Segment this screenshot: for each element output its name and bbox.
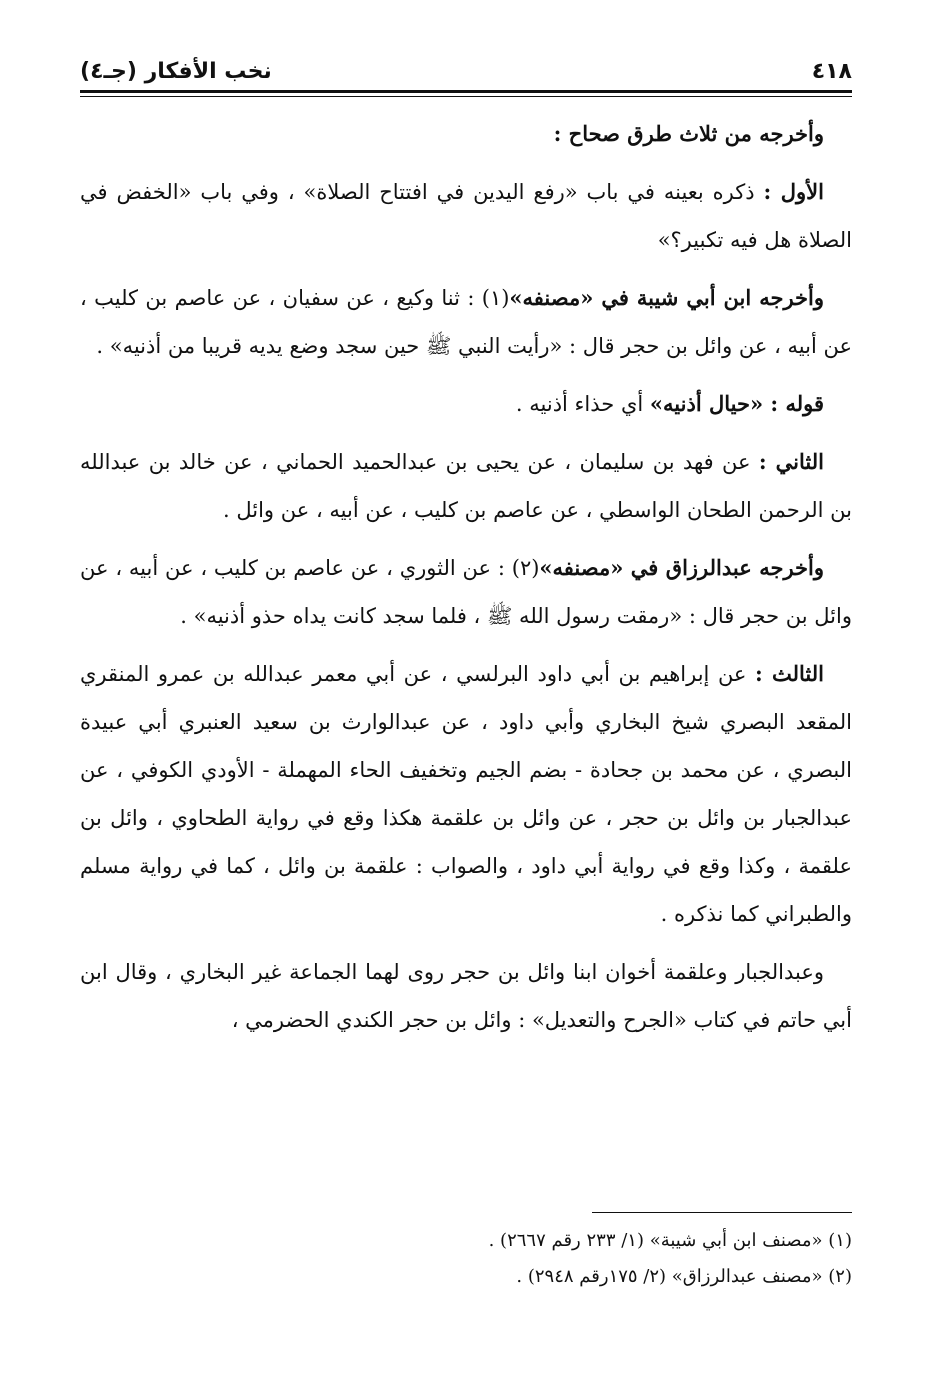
- paragraph-lead: الثالث :: [755, 661, 824, 686]
- paragraph: [80, 274, 852, 370]
- paragraph: [80, 168, 852, 264]
- main-text: [80, 110, 852, 1054]
- book-title: نخب الأفكار (جـ٤): [80, 59, 272, 84]
- footnote: (١) «مصنف ابن أبي شيبة» (١/ ٢٣٣ رقم ٢٦٦٧) .: [488, 1230, 852, 1251]
- header-rule: [80, 90, 852, 93]
- footnotes: [80, 1212, 852, 1295]
- paragraph-text: ذكره بعينه في باب «رفع اليدين في افتتاح الصلاة» ، وفي باب «الخفض في الصلاة هل فيه تكبير؟»: [80, 180, 852, 252]
- paragraph-text: عن فهد بن سليمان ، عن يحيى بن عبدالحميد الحماني ، عن خالد بن عبدالله بن الرحمن الطحان الواسطي ، عن عاصم بن كليب ، عن أبيه ، عن وائل .: [80, 450, 852, 522]
- running-header: [80, 40, 852, 84]
- paragraph: [80, 544, 852, 640]
- paragraph-lead: قوله : «حيال أذنيه»: [649, 391, 824, 416]
- paragraph-text: عن إبراهيم بن أبي داود البرلسي ، عن أبي معمر عبدالله بن عمرو المنقري المقعد البصري شيخ البخاري وأبي داود ، عن عبدالوارث بن سعيد العنبري أبي عبيدة البصري ، عن محمد بن جحادة - بضم الجيم وتخفيف الحاء المهملة - الأودي الكوفي ، عن عبدالجبار بن وائل بن حجر ، عن وائل بن علقمة هكذا وقع في رواية الطحاوي ، وائل بن علقمة ، وكذا وقع في رواية أبي داود ، والصواب : علقمة بن وائل ، كما في رواية مسلم والطبراني كما نذكره .: [80, 662, 852, 926]
- paragraph: [80, 438, 852, 534]
- paragraph-lead: وأخرجه من ثلاث طرق صحاح :: [553, 121, 824, 146]
- paragraph-text: أي حذاء أذنيه .: [515, 392, 650, 416]
- paragraph: [80, 380, 852, 428]
- paragraph-lead: الثاني :: [758, 449, 824, 474]
- footnote-rule: [592, 1212, 852, 1213]
- paragraph: [80, 948, 852, 1044]
- footnote: (٢) «مصنف عبدالرزاق» (٢/ ١٧٥رقم ٢٩٤٨) .: [516, 1266, 852, 1287]
- paragraph: [80, 650, 852, 938]
- header-rule-thin: [80, 96, 852, 97]
- paragraph-text: (١) : ثنا وكيع ، عن سفيان ، عن عاصم بن كليب ، عن أبيه ، عن وائل بن حجر قال : «رأيت النبي ﷺ حين سجد وضع يديه قريبا من أذنيه» .: [80, 286, 852, 358]
- paragraph-text: (٢) : عن الثوري ، عن عاصم بن كليب ، عن أبيه ، عن وائل بن حجر قال : «رمقت رسول الله ﷺ ، فلما سجد كانت يداه حذو أذنيه» .: [80, 556, 852, 628]
- paragraph-text: وعبدالجبار وعلقمة أخوان ابنا وائل بن حجر روى لهما الجماعة غير البخاري ، وقال ابن أبي حاتم في كتاب «الجرح والتعديل» : وائل بن حجر الكندي الحضرمي ،: [80, 960, 852, 1032]
- page-number: ٤١٨: [811, 59, 852, 84]
- paragraph-lead: وأخرجه عبدالرزاق في «مصنفه»: [539, 555, 824, 580]
- paragraph: [80, 110, 852, 158]
- paragraph-lead: الأول :: [763, 179, 824, 204]
- paragraph-lead: وأخرجه ابن أبي شيبة في «مصنفه»: [509, 285, 824, 310]
